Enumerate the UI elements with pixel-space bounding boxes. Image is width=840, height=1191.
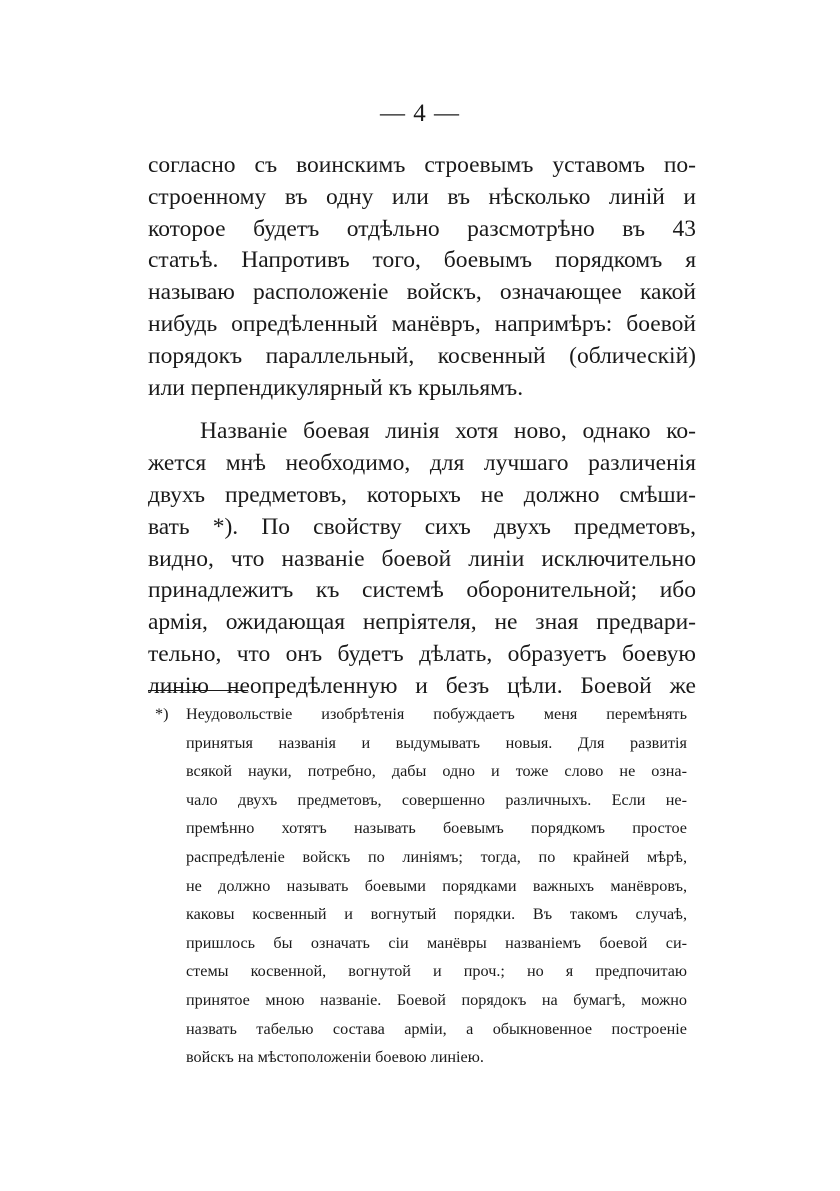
text-line: армія, ожидающая непріятеля, не зная предвари- [148,609,696,636]
footnote-line-text: Неудовольствіе изобрѣтенія побуждаетъ меня перемѣнять [186,705,687,723]
text-line: называю расположеніе войскъ, означающее какой [148,279,696,306]
footnote-line: назвать табелью состава арміи, а обыкновенное построеніе [186,1019,687,1038]
text-line: согласно съ воинскимъ строевымъ уставомъ по- [148,152,696,178]
text-line: линію неопредѣленную и безъ цѣли. Боевой же [148,672,696,699]
footnote-line: чало двухъ предметовъ, совершенно различныхъ. Если не- [186,790,687,809]
text-line: Названіе боевая линія хотя ново, однако ко- [200,418,696,445]
text-line: двухъ предметовъ, которыхъ не должно смѣши- [148,481,696,508]
footnote-divider [148,690,248,691]
text-line: строенному въ одну или въ нѣсколько линій и [148,183,696,210]
paragraph-gap [148,404,696,416]
footnote-line: каковы косвенный и вогнутый порядки. Въ такомъ случаѣ, [186,905,687,924]
footnote-line: принятое мною названіе. Боевой порядокъ на бумагѣ, можно [186,990,687,1009]
footnote-line: принятыя названія и выдумывать новыя. Для развитія [186,733,687,752]
footnote-line: стемы косвенной, вогнутой и проч.; но я предпочитаю [186,962,687,981]
footnote-line: пришлось бы означать сіи манёвры названіемъ боевой си- [186,933,687,952]
text-line: жется мнѣ необходимо, для лучшаго различенія [148,450,696,477]
footnote-line [155,700,687,729]
footnote [155,700,687,1072]
text-line: которое будетъ отдѣльно разсмотрѣно въ 43 [148,215,696,242]
text-line: принадлежитъ къ системѣ оборонительной; ибо [148,577,696,604]
footnote-marker: *) [155,705,169,723]
page-number: — 4 — [380,100,460,127]
footnote-line: всякой науки, потребно, дабы одно и тоже слово не озна- [186,762,687,781]
text-line: нибудь опредѣленный манёвръ, напримѣръ: боевой [148,310,696,337]
footnote-line: войскъ на мѣстоположеніи боевою линіею. [186,1048,484,1067]
text-line: тельно, что онъ будетъ дѣлать, образуетъ боевую [148,640,696,667]
text-line: вать *). По свойству сихъ двухъ предметовъ, [148,513,696,540]
text-line: или перпендикулярный къ крыльямъ. [148,374,524,401]
text-line: статьѣ. Напротивъ того, боевымъ порядкомъ я [148,247,696,274]
text-line: порядокъ параллельный, косвенный (облическій) [148,342,696,369]
footnote-line: премѣнно хотятъ называть боевымъ порядкомъ простое [186,819,687,838]
text-line: видно, что названіе боевой линіи исключительно [148,545,696,572]
footnote-line: не должно называть боевыми порядками важныхъ манёвровъ, [186,876,687,895]
main-text [148,150,696,703]
footnote-line: распредѣленіе войскъ по линіямъ; тогда, по крайней мѣрѣ, [186,847,687,866]
